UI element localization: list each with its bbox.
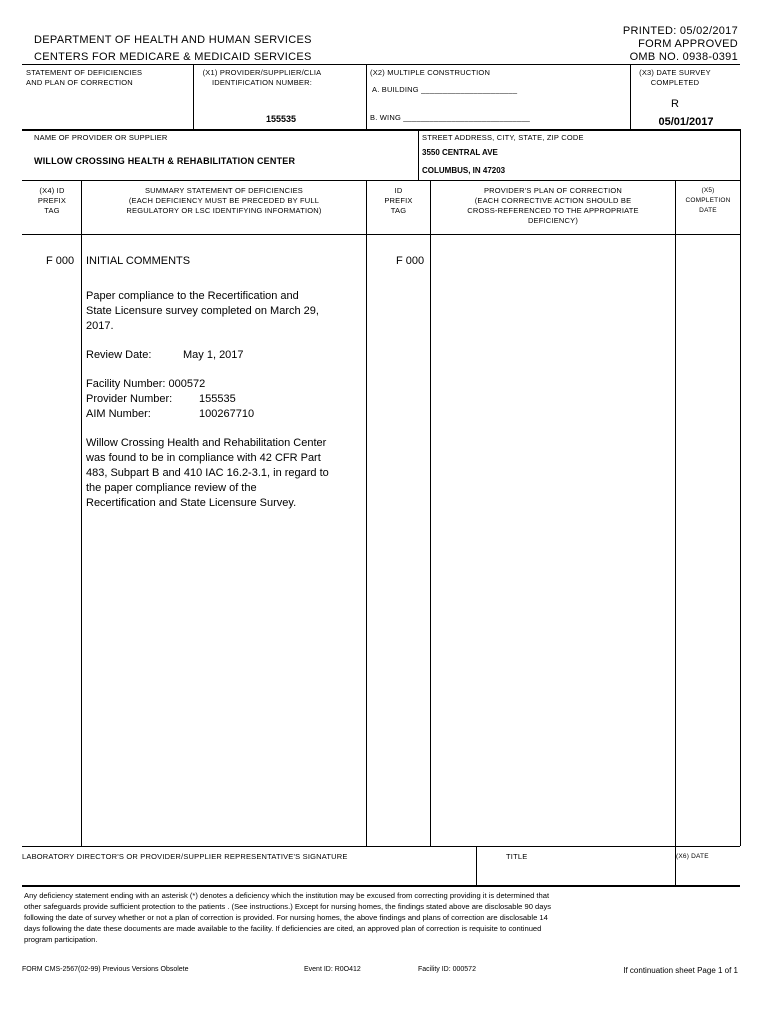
director-signature-label: LABORATORY DIRECTOR'S OR PROVIDER/SUPPLIER REPRESENTATIVE'S SIGNATURE xyxy=(22,852,348,861)
form-approved: FORM APPROVED xyxy=(638,38,738,50)
review-date-label: Review Date: xyxy=(86,349,152,361)
address-label: STREET ADDRESS, CITY, STATE, ZIP CODE xyxy=(422,133,584,142)
continuation-sheet: If continuation sheet Page 1 of 1 xyxy=(623,966,738,975)
compliance-finding-paragraph: Willow Crossing Health and Rehabilitation Center was found to be in compliance with 42 CFR Part 483, Subpart B and 410 IAC 16.2-3.1, in regard to the paper compliance review of the Recertification and State Licensure Survey. xyxy=(86,437,329,509)
centers-title: CENTERS FOR MEDICARE & MEDICAID SERVICES xyxy=(34,51,312,63)
review-date-value: May 1, 2017 xyxy=(183,349,244,361)
event-id: Event ID: R0O412 xyxy=(304,966,361,973)
summary-header: SUMMARY STATEMENT OF DEFICIENCIES (EACH DEFICIENCY MUST BE PRECEDED BY FULL REGULATORY OR LSC IDENTIFYING INFORMATION) xyxy=(126,186,322,215)
provider-name: WILLOW CROSSING HEALTH & REHABILITATION CENTER xyxy=(34,156,296,166)
statement-label: STATEMENT OF DEFICIENCIES AND PLAN OF CORRECTION xyxy=(26,68,143,87)
provider-id-value: 155535 xyxy=(265,114,297,124)
x2-wing: B. WING _____________________________ xyxy=(370,113,531,122)
address-line2: COLUMBUS, IN 47203 xyxy=(422,166,506,175)
x1-label: (X1) PROVIDER/SUPPLIER/CLIA IDENTIFICATION NUMBER: xyxy=(202,68,322,87)
tag-left: F 000 xyxy=(46,255,75,267)
survey-date: 05/01/2017 xyxy=(658,116,714,128)
facility-number: Facility Number: 000572 xyxy=(86,378,206,390)
date-label: (X6) DATE xyxy=(676,853,709,860)
title-label: TITLE xyxy=(506,852,528,861)
printed-date: PRINTED: 05/02/2017 xyxy=(622,25,738,37)
disclaimer-text: Any deficiency statement ending with an asterisk (*) denotes a deficiency which the institution may be excused from correcting providing it is determined that other safeguards provide sufficient protection to the patients . (See instructions.) Except for nursing homes, the findings stated above are disclosable 90 days following the date of survey whether or not a plan of correction is provided. For nursing homes, the above findings and plans of correction are disclosable 14 days following the date these documents are made available to the facility. If deficiencies are cited, an approved plan of correction is requisite to continued program participation. xyxy=(24,891,552,944)
x2-label: (X2) MULTIPLE CONSTRUCTION xyxy=(370,68,491,77)
compliance-paragraph: Paper compliance to the Recertification and State Licensure survey completed on March 29, 2017. xyxy=(86,290,319,332)
form-number: FORM CMS-2567(02-99) Previous Versions Obsolete xyxy=(22,966,189,973)
provider-number-label: Provider Number: xyxy=(86,393,173,405)
plan-header: PROVIDER'S PLAN OF CORRECTION (EACH CORRECTIVE ACTION SHOULD BE CROSS-REFERENCED TO THE APPROPRIATE DEFICIENCY) xyxy=(467,186,639,225)
x5-header: (X5) COMPLETION DATE xyxy=(685,187,731,214)
provider-name-label: NAME OF PROVIDER OR SUPPLIER xyxy=(34,133,168,142)
aim-number-label: AIM Number: xyxy=(86,408,151,420)
x3-label: (X3) DATE SURVEY COMPLETED xyxy=(639,68,711,87)
tag-right: F 000 xyxy=(396,255,425,267)
x2-building: A. BUILDING ______________________ xyxy=(372,85,518,94)
initial-comments-heading: INITIAL COMMENTS xyxy=(86,255,191,267)
x4-header: (X4) ID PREFIX TAG xyxy=(37,186,67,215)
survey-r: R xyxy=(671,98,679,110)
department-title: DEPARTMENT OF HEALTH AND HUMAN SERVICES xyxy=(34,34,312,46)
omb-number: OMB NO. 0938-0391 xyxy=(629,51,738,63)
id-header: ID PREFIX TAG xyxy=(384,186,413,215)
provider-number-value: 155535 xyxy=(199,393,236,405)
aim-number-value: 100267710 xyxy=(199,408,255,420)
facility-id: Facility ID: 000572 xyxy=(418,966,476,973)
address-line1: 3550 CENTRAL AVE xyxy=(422,148,498,157)
